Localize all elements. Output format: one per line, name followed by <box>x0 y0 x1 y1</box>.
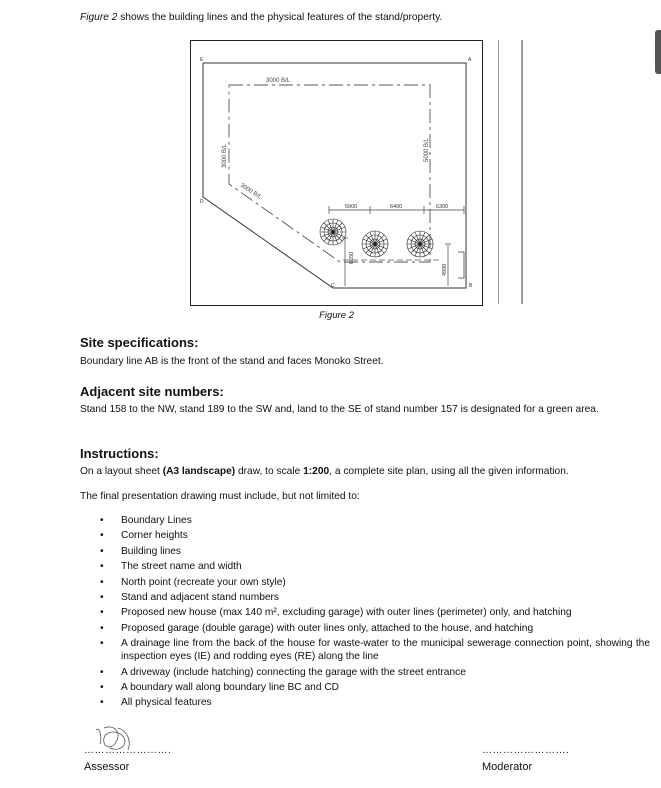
list-item: • Proposed garage (double garage) with outer lines only, attached to the house, and hatching <box>100 622 650 635</box>
scroll-tab[interactable] <box>655 30 661 74</box>
instructions-line-2: The final presentation drawing must include, but not limited to: <box>80 491 360 502</box>
list-item: • A driveway (include hatching) connecting the garage with the street entrance <box>100 666 650 679</box>
site-drawing <box>190 40 483 306</box>
tree-icon <box>362 231 388 257</box>
bl-label-diagonal: 3000 B/L <box>238 182 263 201</box>
list-item: • A drainage line from the back of the house for waste-water to the municipal sewerage connection point, showing the inspection eyes (IE) and rodding eyes (RE) along the line <box>100 637 650 663</box>
corner-label-a: A <box>468 57 472 63</box>
list-item: • All physical features <box>100 696 650 709</box>
list-item: • Stand and adjacent stand numbers <box>100 591 650 604</box>
assessor-label: Assessor <box>84 761 130 773</box>
instructions-line-1: On a layout sheet (A3 landscape) draw, to scale 1:200, a complete site plan, using all the given information. <box>80 466 569 477</box>
boundary-line <box>203 63 466 288</box>
intro-body: shows the building lines and the physical features of the stand/property. <box>117 12 443 23</box>
dimension-4990: 4990 <box>442 263 448 276</box>
list-item: • A boundary wall along boundary line BC and CD <box>100 681 650 694</box>
corner-label-d: D <box>200 199 204 205</box>
assessor-signature-line: ……………………. <box>84 745 172 756</box>
bl-label-left: 3000 B/L <box>222 143 228 168</box>
corner-label-c: C <box>331 283 335 289</box>
moderator-label: Moderator <box>482 761 533 773</box>
corner-label-e: E <box>200 57 204 63</box>
tree-icon <box>407 231 433 257</box>
figure-caption: Figure 2 <box>319 310 354 321</box>
list-item: • The street name and width <box>100 560 650 573</box>
site-specifications-text: Boundary line AB is the front of the stand and faces Monoko Street. <box>80 356 384 367</box>
list-item: • North point (recreate your own style) <box>100 576 650 589</box>
dimension-5900: 5900 <box>345 204 358 210</box>
moderator-signature-line: ……………………. <box>482 745 570 756</box>
figure-reference: Figure 2 <box>80 12 118 23</box>
dimension-6300: 6300 <box>436 204 449 210</box>
corner-label-b: B <box>469 283 473 289</box>
site-specifications-heading: Site specifications: <box>80 335 199 350</box>
list-item: • Boundary Lines <box>100 514 650 527</box>
bl-label-right: 5000 B/L <box>424 137 430 162</box>
tree-icon <box>320 219 346 245</box>
dimension-6400: 6400 <box>390 204 403 210</box>
adjacent-sites-text: Stand 158 to the NW, stand 189 to the SW and, land to the SE of stand number 157 is designated for a green area. <box>80 404 599 415</box>
bl-label-top: 3000 B/L <box>266 78 291 84</box>
list-item: • Building lines <box>100 545 650 558</box>
adjacent-sites-heading: Adjacent site numbers: <box>80 384 224 399</box>
requirements-list <box>100 514 650 712</box>
list-item: • Corner heights <box>100 529 650 542</box>
intro-text <box>80 12 442 23</box>
street-edge-lines <box>498 40 528 310</box>
instructions-heading: Instructions: <box>80 446 159 461</box>
dimension-6650: 6650 <box>349 251 355 264</box>
list-item: • Proposed new house (max 140 m², excluding garage) with outer lines (perimeter) only, and hatching <box>100 606 650 619</box>
